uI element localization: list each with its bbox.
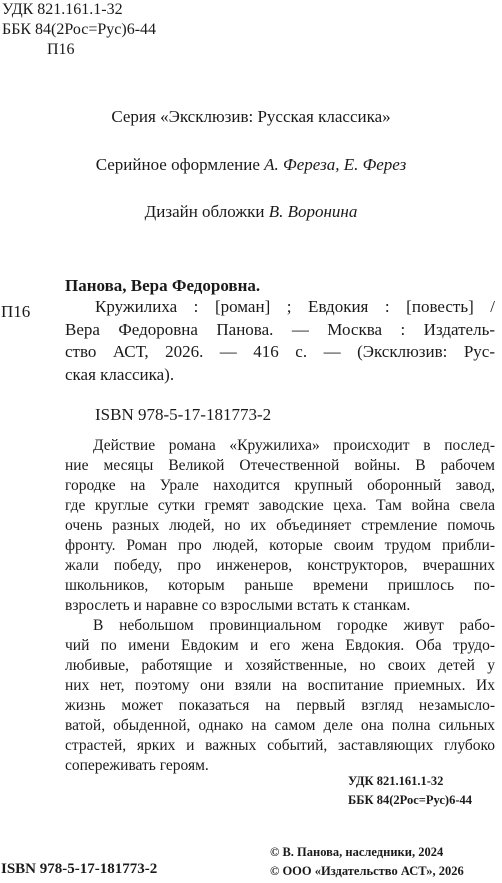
right-classification-codes <box>348 772 472 810</box>
annotation-line: страстей, ярких и важных событий, заставляющих глубоко <box>65 737 495 754</box>
cover-design-name: В. Воронина <box>268 202 358 221</box>
series-design-names: А. Фереза, Е. Ферез <box>264 155 407 174</box>
series-line: Серия «Эксклюзив: Русская классика» <box>111 107 391 126</box>
annotation-line: городке на Урале находится крупный оборонный завод, <box>65 477 495 494</box>
annotation-line: где круглые сутки гремят заводские цеха. Там война свела <box>65 497 495 514</box>
biblio-line: ство АСТ, 2026. — 416 с. — (Эксклюзив: Рус- <box>65 342 495 362</box>
series-design-line <box>0 155 502 175</box>
annotation-line: Действие романа «Кружилиха» происходит в послед- <box>93 437 495 454</box>
bbk-code-right: ББК 84(2Рос=Рус)6-44 <box>348 793 472 807</box>
copyright-line: © В. Панова, наследники, 2024 <box>270 845 444 859</box>
annotation-line: очень разных людей, но их объединяет стремление помочь <box>65 517 495 534</box>
top-classification-codes <box>2 0 156 60</box>
annotation-line: фронту. Роман про людей, которые своим трудом прибли- <box>65 537 495 554</box>
cover-design-label: Дизайн обложки <box>144 202 265 221</box>
copyright-block <box>270 843 464 881</box>
annotation-line: чий по имени Евдоким и его жена Евдокия. Оба трудо- <box>65 637 495 654</box>
biblio-line: Вера Федоровна Панова. — Москва : Издатель- <box>65 319 495 339</box>
annotation-line: взрослеть и наравне со взрослыми встать к станкам. <box>65 597 411 614</box>
annotation-line: жизнь может показаться на первый взгляд незамысло- <box>65 697 495 714</box>
author-heading: Панова, Вера Федоровна. <box>65 276 261 295</box>
annotation-line: В небольшом провинциальном городке живут рабо- <box>93 617 495 634</box>
annotation-line: ватой, обыденной, однако на самом деле она полна сильных <box>65 717 495 734</box>
cover-design-line <box>0 202 502 222</box>
isbn-line: ISBN 978-5-17-181773-2 <box>95 405 272 424</box>
author-mark: П16 <box>47 41 75 58</box>
biblio-line: ская классика). <box>65 364 175 384</box>
annotation-line: жали победу, про инженеров, конструкторов, вчерашних <box>65 557 495 574</box>
biblio-line: Кружилиха : [роман] ; Евдокия : [повесть] / <box>95 297 495 316</box>
annotation-line: любивые, работящие и хозяйственные, но своих детей у <box>65 657 495 674</box>
annotation <box>65 436 495 776</box>
author-mark-left: П16 <box>1 302 31 321</box>
isbn-bottom: ISBN 978-5-17-181773-2 <box>1 861 158 877</box>
bibliographic-description <box>65 296 495 386</box>
bbk-code: ББК 84(2Рос=Рус)6-44 <box>2 21 157 38</box>
annotation-line: ние месяцы Великой Отечественной войны. В рабочем <box>65 457 495 474</box>
udk-code-right: УДК 821.161.1-32 <box>348 774 444 788</box>
annotation-line: школьников, которым раньше времени пришлось по- <box>65 577 495 594</box>
copyright-line: © ООО «Издательство АСТ», 2026 <box>270 864 464 878</box>
annotation-line: них нет, поэтому они взяли на воспитание приемных. Их <box>65 677 495 694</box>
annotation-line: сопереживать героям. <box>65 757 209 774</box>
udk-code: УДК 821.161.1-32 <box>2 1 123 18</box>
series-design-label: Серийное оформление <box>95 155 260 174</box>
